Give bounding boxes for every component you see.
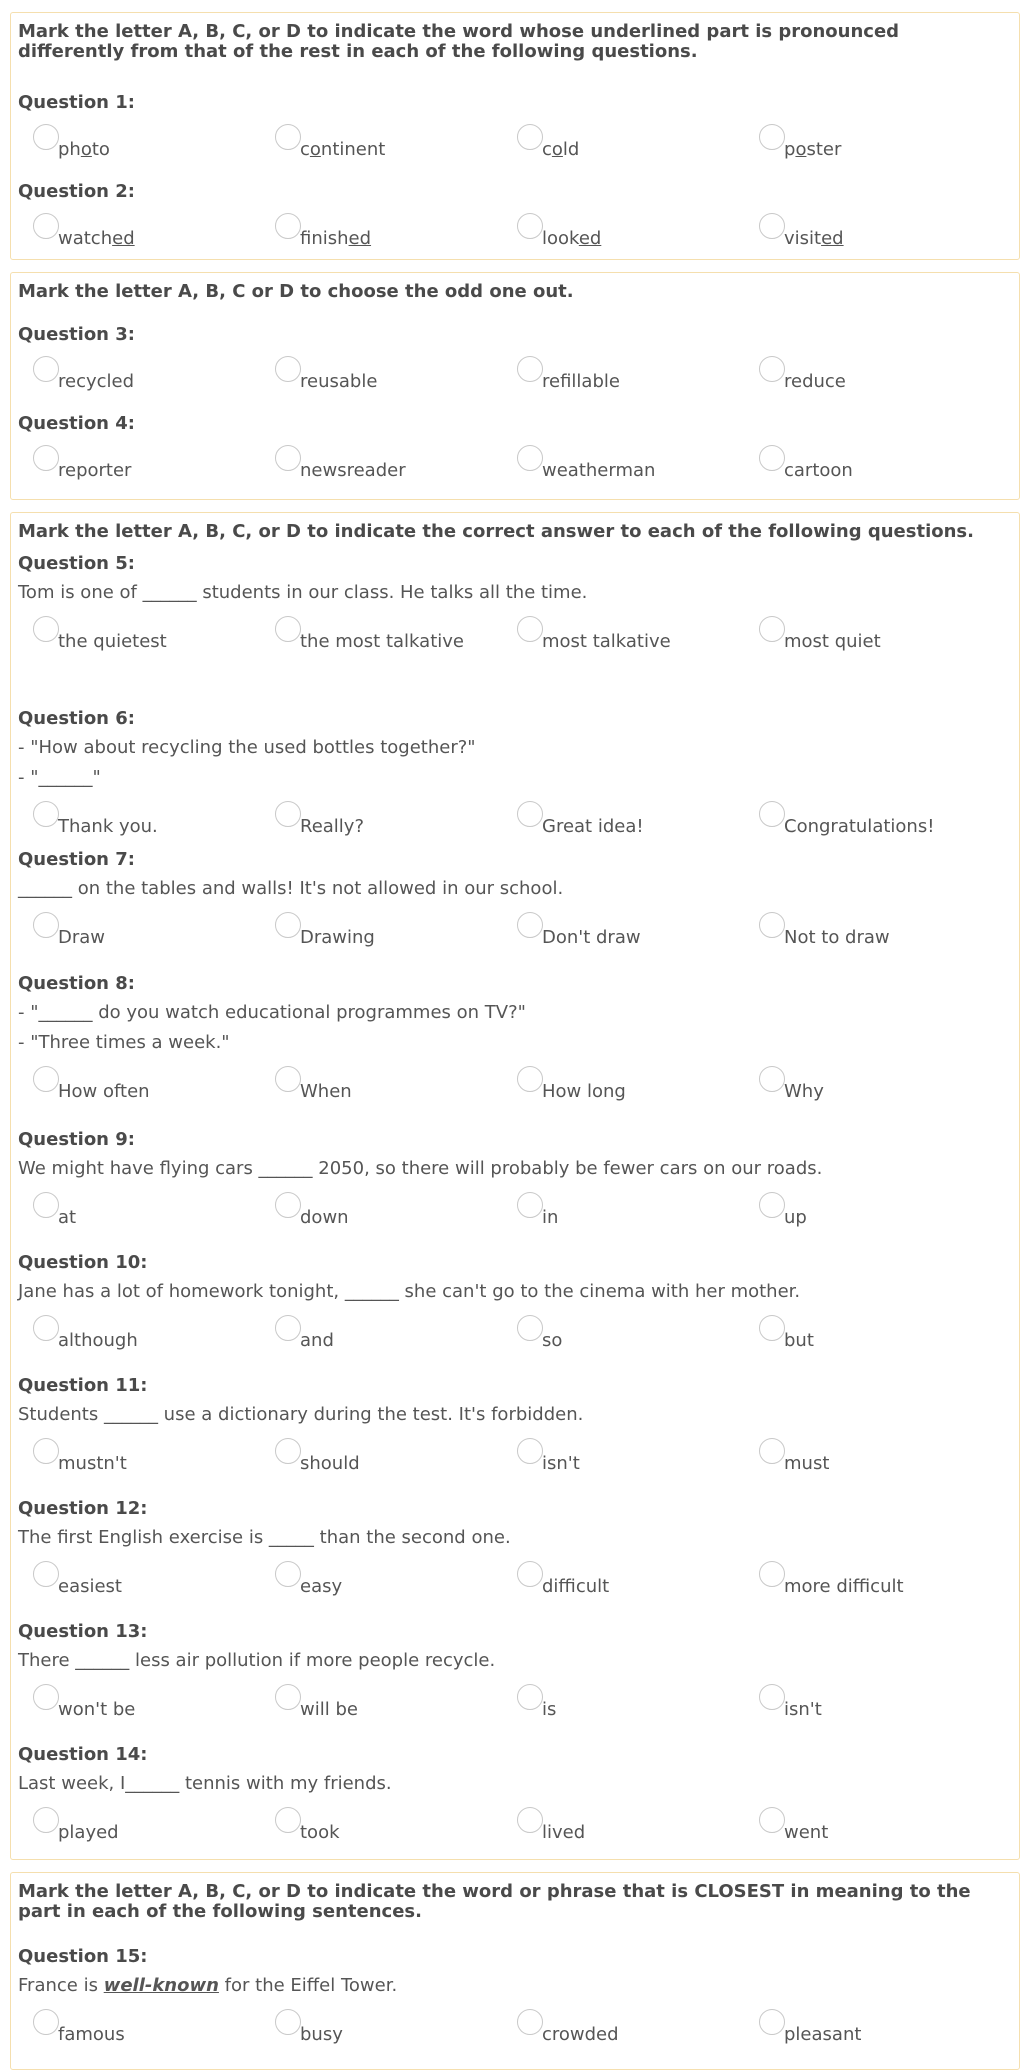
radio-button[interactable] [517,801,543,827]
answer-option-d[interactable] [759,1440,989,1474]
radio-button[interactable] [33,1192,59,1218]
answer-option-a[interactable] [33,358,263,392]
option-label: recycled [58,371,135,392]
answer-option-c[interactable] [517,1317,747,1351]
radio-button[interactable] [517,213,543,239]
question-stem: There ______ less air pollution if more people recycle. [18,1650,496,1671]
question-label: Question 13: [18,1621,148,1642]
option-label [300,140,385,160]
answer-option-d[interactable] [759,215,989,249]
option-label: won't be [58,1699,136,1720]
option-text: ntinent [320,139,386,160]
radio-button[interactable] [517,616,543,642]
radio-button[interactable] [275,1192,301,1218]
underlined-part: ed [348,228,372,249]
radio-button[interactable] [759,1561,785,1587]
option-label: played [58,1822,119,1843]
answer-option-c[interactable] [517,126,747,160]
option-label: will be [300,1699,358,1720]
answer-option-d[interactable] [759,2011,989,2045]
option-label: mustn't [58,1453,127,1474]
option-label: most talkative [542,631,671,652]
option-label: famous [58,2024,125,2045]
radio-button[interactable] [275,912,301,938]
option-text: c [300,139,310,160]
question-section-4 [10,1872,1020,2070]
answer-option-c[interactable] [517,1563,747,1597]
underlined-part: ed [821,228,844,249]
option-label: How long [542,1081,626,1102]
answer-option-a[interactable] [33,1563,263,1597]
answer-option-a[interactable] [33,1440,263,1474]
option-label: isn't [784,1699,822,1720]
radio-button[interactable] [759,213,785,239]
radio-button[interactable] [33,1066,59,1092]
answer-option-b[interactable] [275,1194,505,1228]
answer-option-a[interactable] [33,126,263,160]
question-stem: The first English exercise is _____ than the second one. [18,1527,511,1548]
radio-button[interactable] [275,213,301,239]
option-label: Don't draw [542,927,641,948]
option-label: busy [300,2024,343,2045]
radio-button[interactable] [517,1192,543,1218]
radio-button[interactable] [759,801,785,827]
answer-option-a[interactable] [33,1068,263,1102]
option-label: is [542,1699,557,1720]
answer-option-c[interactable] [517,215,747,249]
option-label: easy [300,1576,343,1597]
option-text: p [784,139,796,160]
radio-button[interactable] [759,1807,785,1833]
answer-option-b[interactable] [275,1686,505,1720]
option-label: the quietest [58,631,167,652]
option-label: went [784,1822,829,1843]
radio-button[interactable] [33,356,59,382]
underlined-part: o [551,139,563,160]
question-stem: - "Three times a week." [18,1032,230,1053]
radio-button[interactable] [33,1561,59,1587]
section-instruction: Mark the letter A, B, C or D to choose the odd one out. [18,281,574,302]
answer-option-c[interactable] [517,447,747,481]
option-label: took [300,1822,340,1843]
option-label [542,229,601,249]
option-label: Thank you. [58,816,158,837]
radio-button[interactable] [517,1807,543,1833]
radio-button[interactable] [33,124,59,150]
answer-option-a[interactable] [33,1194,263,1228]
question-label: Question 14: [18,1744,148,1765]
radio-button[interactable] [33,213,59,239]
option-text: ld [562,139,580,160]
radio-button[interactable] [275,1807,301,1833]
radio-button[interactable] [759,124,785,150]
option-label: difficult [542,1576,610,1597]
option-label: in [542,1207,559,1228]
answer-option-c[interactable] [517,1194,747,1228]
option-text: watch [58,228,113,249]
question-stem: Last week, I______ tennis with my friends. [18,1773,392,1794]
option-text: to [91,139,110,160]
option-label: reporter [58,460,132,481]
option-label [784,140,841,160]
answer-option-a[interactable] [33,447,263,481]
question-stem [18,1975,1005,1997]
answer-option-d[interactable] [759,1809,989,1843]
radio-button[interactable] [33,616,59,642]
question-stem: - "______" [18,767,101,788]
radio-button[interactable] [517,1066,543,1092]
option-label: Why [784,1081,824,1102]
answer-option-c[interactable] [517,803,747,837]
option-label: but [784,1330,814,1351]
answer-option-b[interactable] [275,358,505,392]
option-label: lived [542,1822,586,1843]
section-instruction: Mark the letter A, B, C, or D to indicate the correct answer to each of the following questions. [18,521,974,542]
answer-option-d[interactable] [759,914,989,948]
underlined-part: ed [112,228,135,249]
answer-option-c[interactable] [517,1440,747,1474]
underlined-part: o [795,139,807,160]
question-section-1 [10,12,1020,260]
answer-option-b[interactable] [275,803,505,837]
answer-option-a[interactable] [33,2011,263,2045]
option-label: How often [58,1081,150,1102]
radio-button[interactable] [275,1684,301,1710]
option-text: finish [300,228,349,249]
question-label: Question 9: [18,1129,135,1150]
option-text: ph [58,139,81,160]
answer-option-c[interactable] [517,358,747,392]
radio-button[interactable] [759,1315,785,1341]
answer-option-d[interactable] [759,1317,989,1351]
question-section-3 [10,512,1020,1860]
answer-option-d[interactable] [759,1686,989,1720]
answer-option-b[interactable] [275,914,505,948]
question-label: Question 15: [18,1946,148,1967]
radio-button[interactable] [275,616,301,642]
option-label: refillable [542,371,620,392]
answer-option-c[interactable] [517,2011,747,2045]
question-label: Question 1: [18,92,135,113]
answer-option-b[interactable] [275,1068,505,1102]
question-label: Question 4: [18,413,135,434]
radio-button[interactable] [517,1315,543,1341]
radio-button[interactable] [33,801,59,827]
answer-option-b[interactable] [275,1440,505,1474]
radio-button[interactable] [759,356,785,382]
answer-option-c[interactable] [517,914,747,948]
answer-option-a[interactable] [33,618,263,652]
answer-option-a[interactable] [33,914,263,948]
option-label: more difficult [784,1576,904,1597]
option-label: so [542,1330,563,1351]
section-instruction: Mark the letter A, B, C, or D to indicate the word or phrase that is CLOSEST in meaning to the part in each of the following sentences. [18,1881,971,1922]
question-section-2 [10,272,1020,500]
underlined-part: o [309,139,321,160]
radio-button[interactable] [33,1807,59,1833]
answer-option-a[interactable] [33,215,263,249]
option-label: isn't [542,1453,580,1474]
option-label: Great idea! [542,816,644,837]
option-label: Draw [58,927,106,948]
radio-button[interactable] [759,1684,785,1710]
question-stem: Students ______ use a dictionary during the test. It's forbidden. [18,1404,584,1425]
option-label: weatherman [542,460,656,481]
radio-button[interactable] [275,1066,301,1092]
question-stem: - "______ do you watch educational programmes on TV?" [18,1002,526,1023]
option-text: visit [784,228,822,249]
answer-option-c[interactable] [517,1809,747,1843]
radio-button[interactable] [275,801,301,827]
option-label: crowded [542,2024,619,2045]
option-label: Not to draw [784,927,890,948]
question-label: Question 7: [18,849,135,870]
option-label: the most talkative [300,631,464,652]
radio-button[interactable] [275,1561,301,1587]
option-label: Drawing [300,927,375,948]
answer-option-d[interactable] [759,447,989,481]
option-label: reduce [784,371,846,392]
answer-option-c[interactable] [517,1686,747,1720]
radio-button[interactable] [33,2009,59,2035]
radio-button[interactable] [759,2009,785,2035]
option-label [542,140,579,160]
stem-text: for the Eiffel Tower. [218,1975,398,1996]
option-label: at [58,1207,77,1228]
radio-button[interactable] [759,1066,785,1092]
radio-button[interactable] [275,1438,301,1464]
radio-button[interactable] [759,912,785,938]
radio-button[interactable] [517,356,543,382]
radio-button[interactable] [33,1684,59,1710]
question-stem: ______ on the tables and walls! It's not allowed in our school. [18,878,564,899]
answer-option-d[interactable] [759,1563,989,1597]
answer-option-b[interactable] [275,215,505,249]
radio-button[interactable] [517,445,543,471]
radio-button[interactable] [33,1438,59,1464]
option-label: pleasant [784,2024,862,2045]
radio-button[interactable] [517,2009,543,2035]
radio-button[interactable] [517,912,543,938]
radio-button[interactable] [275,124,301,150]
question-stem: Tom is one of ______ students in our class. He talks all the time. [18,582,588,603]
option-label: and [300,1330,334,1351]
question-label: Question 11: [18,1375,148,1396]
answer-option-a[interactable] [33,1686,263,1720]
radio-button[interactable] [33,445,59,471]
question-label: Question 6: [18,708,135,729]
stem-text: France is [18,1975,104,1996]
radio-button[interactable] [275,2009,301,2035]
option-label: most quiet [784,631,881,652]
answer-option-b[interactable] [275,1563,505,1597]
answer-option-d[interactable] [759,618,989,652]
option-label: Congratulations! [784,816,935,837]
option-text: look [542,228,579,249]
answer-option-a[interactable] [33,1809,263,1843]
question-label: Question 8: [18,973,135,994]
radio-button[interactable] [33,912,59,938]
question-label: Question 2: [18,181,135,202]
answer-option-b[interactable] [275,447,505,481]
question-label: Question 5: [18,553,135,574]
radio-button[interactable] [517,1561,543,1587]
answer-option-b[interactable] [275,126,505,160]
radio-button[interactable] [275,1315,301,1341]
answer-option-b[interactable] [275,1317,505,1351]
answer-option-b[interactable] [275,1809,505,1843]
radio-button[interactable] [275,356,301,382]
question-stem: Jane has a lot of homework tonight, ______ she can't go to the cinema with her mother. [18,1281,801,1302]
underlined-part: ed [578,228,602,249]
question-stem: - "How about recycling the used bottles together?" [18,737,476,758]
section-instruction: Mark the letter A, B, C, or D to indicate the word whose underlined part is pronounced differently from that of the rest in each of the following questions. [18,21,900,62]
underlined-phrase: well-known [103,1975,219,1996]
radio-button[interactable] [517,1438,543,1464]
answer-option-d[interactable] [759,358,989,392]
radio-button[interactable] [759,1192,785,1218]
answer-option-d[interactable] [759,803,989,837]
radio-button[interactable] [33,1315,59,1341]
option-label [58,229,135,249]
option-label [300,229,371,249]
option-label: When [300,1081,352,1102]
option-label: must [784,1453,830,1474]
option-label [784,229,844,249]
option-label: Really? [300,816,365,837]
option-label [58,140,110,160]
option-label: up [784,1207,807,1228]
answer-option-c[interactable] [517,1068,747,1102]
answer-option-a[interactable] [33,803,263,837]
radio-button[interactable] [517,1684,543,1710]
option-text: ster [806,139,842,160]
answer-option-c[interactable] [517,618,747,652]
radio-button[interactable] [759,616,785,642]
answer-option-a[interactable] [33,1317,263,1351]
answer-option-b[interactable] [275,618,505,652]
option-label: down [300,1207,349,1228]
radio-button[interactable] [759,445,785,471]
answer-option-b[interactable] [275,2011,505,2045]
option-label: should [300,1453,360,1474]
option-label: reusable [300,371,378,392]
question-label: Question 3: [18,324,135,345]
option-label: easiest [58,1576,122,1597]
answer-option-d[interactable] [759,126,989,160]
option-label: cartoon [784,460,853,481]
underlined-part: o [80,139,92,160]
question-stem: We might have flying cars ______ 2050, so there will probably be fewer cars on our roads. [18,1158,823,1179]
question-label: Question 12: [18,1498,148,1519]
question-label: Question 10: [18,1252,148,1273]
answer-option-d[interactable] [759,1068,989,1102]
answer-option-d[interactable] [759,1194,989,1228]
option-label: although [58,1330,138,1351]
radio-button[interactable] [275,445,301,471]
option-text: c [542,139,552,160]
option-label: newsreader [300,460,406,481]
radio-button[interactable] [759,1438,785,1464]
radio-button[interactable] [517,124,543,150]
